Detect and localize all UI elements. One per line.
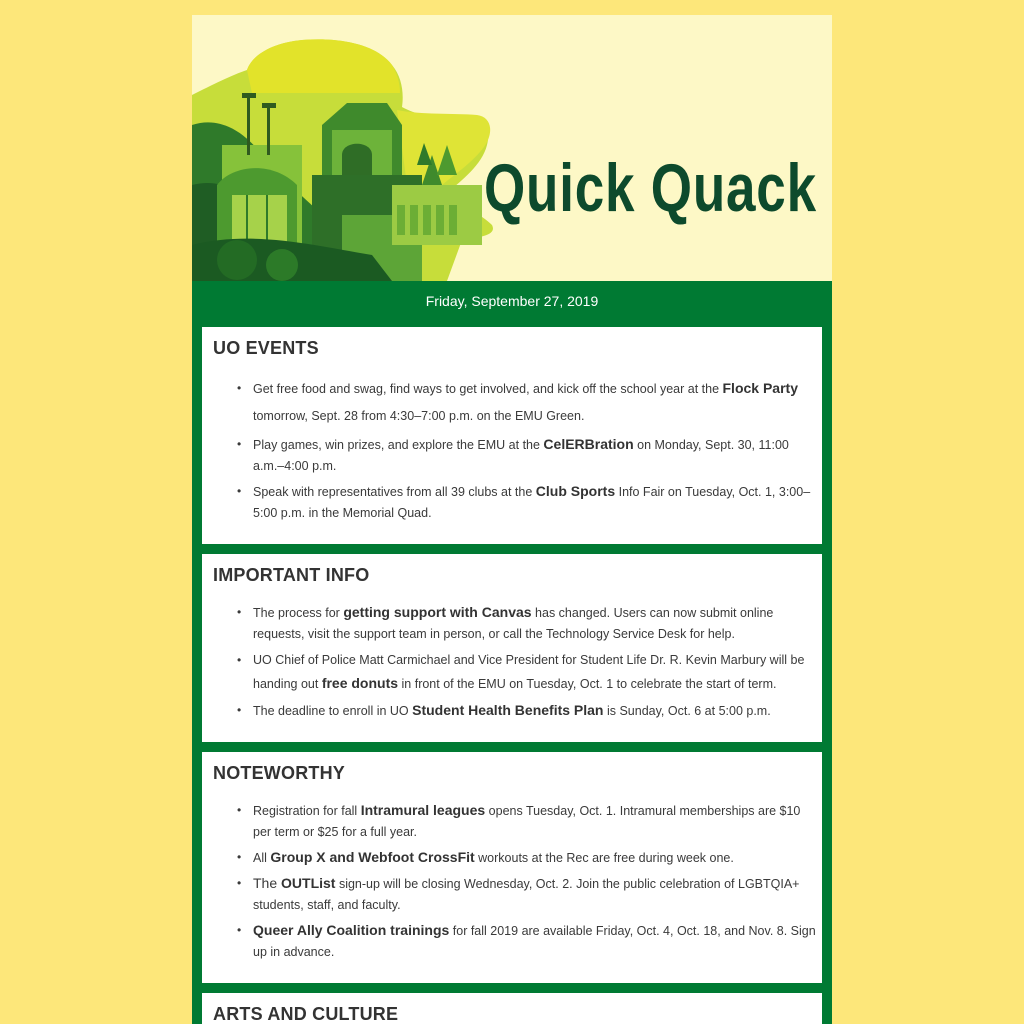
item-list [237, 375, 822, 524]
item-text: opens Tuesday, Oct. 1. Intramural memberships are $10 per term or $25 for a full year. [253, 804, 801, 839]
canvas-support-link[interactable]: getting support with Canvas [343, 604, 532, 620]
section-uo-events [202, 327, 822, 544]
item-text: All [253, 851, 271, 865]
bullet-icon: • [237, 803, 242, 817]
item-text: tomorrow, Sept. 28 from 4:30–7:00 p.m. on the EMU Green. [253, 409, 585, 423]
list-item [237, 700, 822, 722]
bullet-icon: • [237, 381, 242, 395]
item-text: Play games, win prizes, and explore the EMU at the [253, 438, 544, 452]
item-text: The [253, 875, 282, 891]
list-item [237, 481, 822, 524]
list-item [237, 873, 822, 916]
bullet-icon: • [237, 876, 242, 890]
item-text: Registration for fall [253, 804, 361, 818]
item-text: The deadline to enroll in UO [253, 704, 413, 718]
section-title: UO EVENTS [213, 338, 319, 358]
item-text: sign-up will be closing Wednesday, Oct. 2. Join the public celebration of LGBTQIA+ students, staff, and faculty. [253, 877, 800, 912]
item-text: Get free food and swag, find ways to get involved, and kick off the school year at the [253, 382, 723, 396]
section-title: ARTS AND CULTURE [213, 1004, 399, 1024]
brand-title: Quick Quack [484, 150, 817, 226]
section-arts-culture [202, 993, 822, 1024]
free-donuts-link[interactable]: free donuts [321, 675, 399, 691]
flock-party-link[interactable]: Flock Party [722, 380, 798, 396]
item-text: UO Chief of Police Matt Carmichael and Vice President for Student Life Dr. R. Kevin Marbury will be handing out [253, 653, 805, 691]
item-list [237, 800, 822, 963]
list-item [237, 434, 822, 477]
item-text: on Monday, Sept. 30, 11:00 a.m.–4:00 p.m. [253, 438, 789, 473]
bullet-icon: • [237, 703, 242, 717]
issue-date: Friday, September 27, 2019 [425, 293, 599, 309]
bullet-icon: • [237, 437, 242, 451]
health-plan-link[interactable]: Student Health Benefits Plan [412, 702, 604, 718]
section-noteworthy [202, 752, 822, 983]
duck-campus-illustration [192, 15, 832, 281]
list-item [237, 649, 822, 696]
item-text: has changed. Users can now submit online requests, visit the support team in person, or call the Technology Service Desk for help. [253, 606, 774, 641]
list-item [237, 800, 822, 843]
item-text: in front of the EMU on Tuesday, Oct. 1 to celebrate the start of term. [398, 677, 777, 691]
section-title: NOTEWORTHY [213, 763, 345, 783]
list-item [237, 847, 822, 869]
bullet-icon: • [237, 850, 242, 864]
intramural-leagues-link[interactable]: Intramural leagues [360, 802, 486, 818]
email-container [192, 15, 832, 1024]
section-title: IMPORTANT INFO [213, 565, 370, 585]
bullet-icon: • [237, 653, 242, 667]
list-item [237, 920, 822, 963]
queer-ally-trainings-link[interactable]: Queer Ally Coalition trainings [253, 922, 450, 938]
section-important-info [202, 554, 822, 742]
item-text: is Sunday, Oct. 6 at 5:00 p.m. [603, 704, 771, 718]
bullet-icon: • [237, 923, 242, 937]
list-item [237, 375, 822, 430]
item-text: workouts at the Rec are free during week one. [474, 851, 734, 865]
item-text: The process for [253, 606, 344, 620]
list-item [237, 602, 822, 645]
outlist-link[interactable]: OUTList [281, 875, 336, 891]
item-list [237, 602, 822, 722]
item-text: for fall 2019 are available Friday, Oct. 4, Oct. 18, and Nov. 8. Sign up in advance. [253, 924, 816, 959]
item-text: Speak with representatives from all 39 clubs at the [253, 485, 536, 499]
group-x-crossfit-link[interactable]: Group X and Webfoot CrossFit [270, 849, 475, 865]
bullet-icon: • [237, 484, 242, 498]
club-sports-link[interactable]: Club Sports [535, 483, 616, 499]
item-text: Info Fair on Tuesday, Oct. 1, 3:00–5:00 p.m. in the Memorial Quad. [253, 485, 811, 520]
bullet-icon: • [237, 605, 242, 619]
celerbration-link[interactable]: CelERBration [543, 436, 634, 452]
header-banner [192, 15, 832, 281]
